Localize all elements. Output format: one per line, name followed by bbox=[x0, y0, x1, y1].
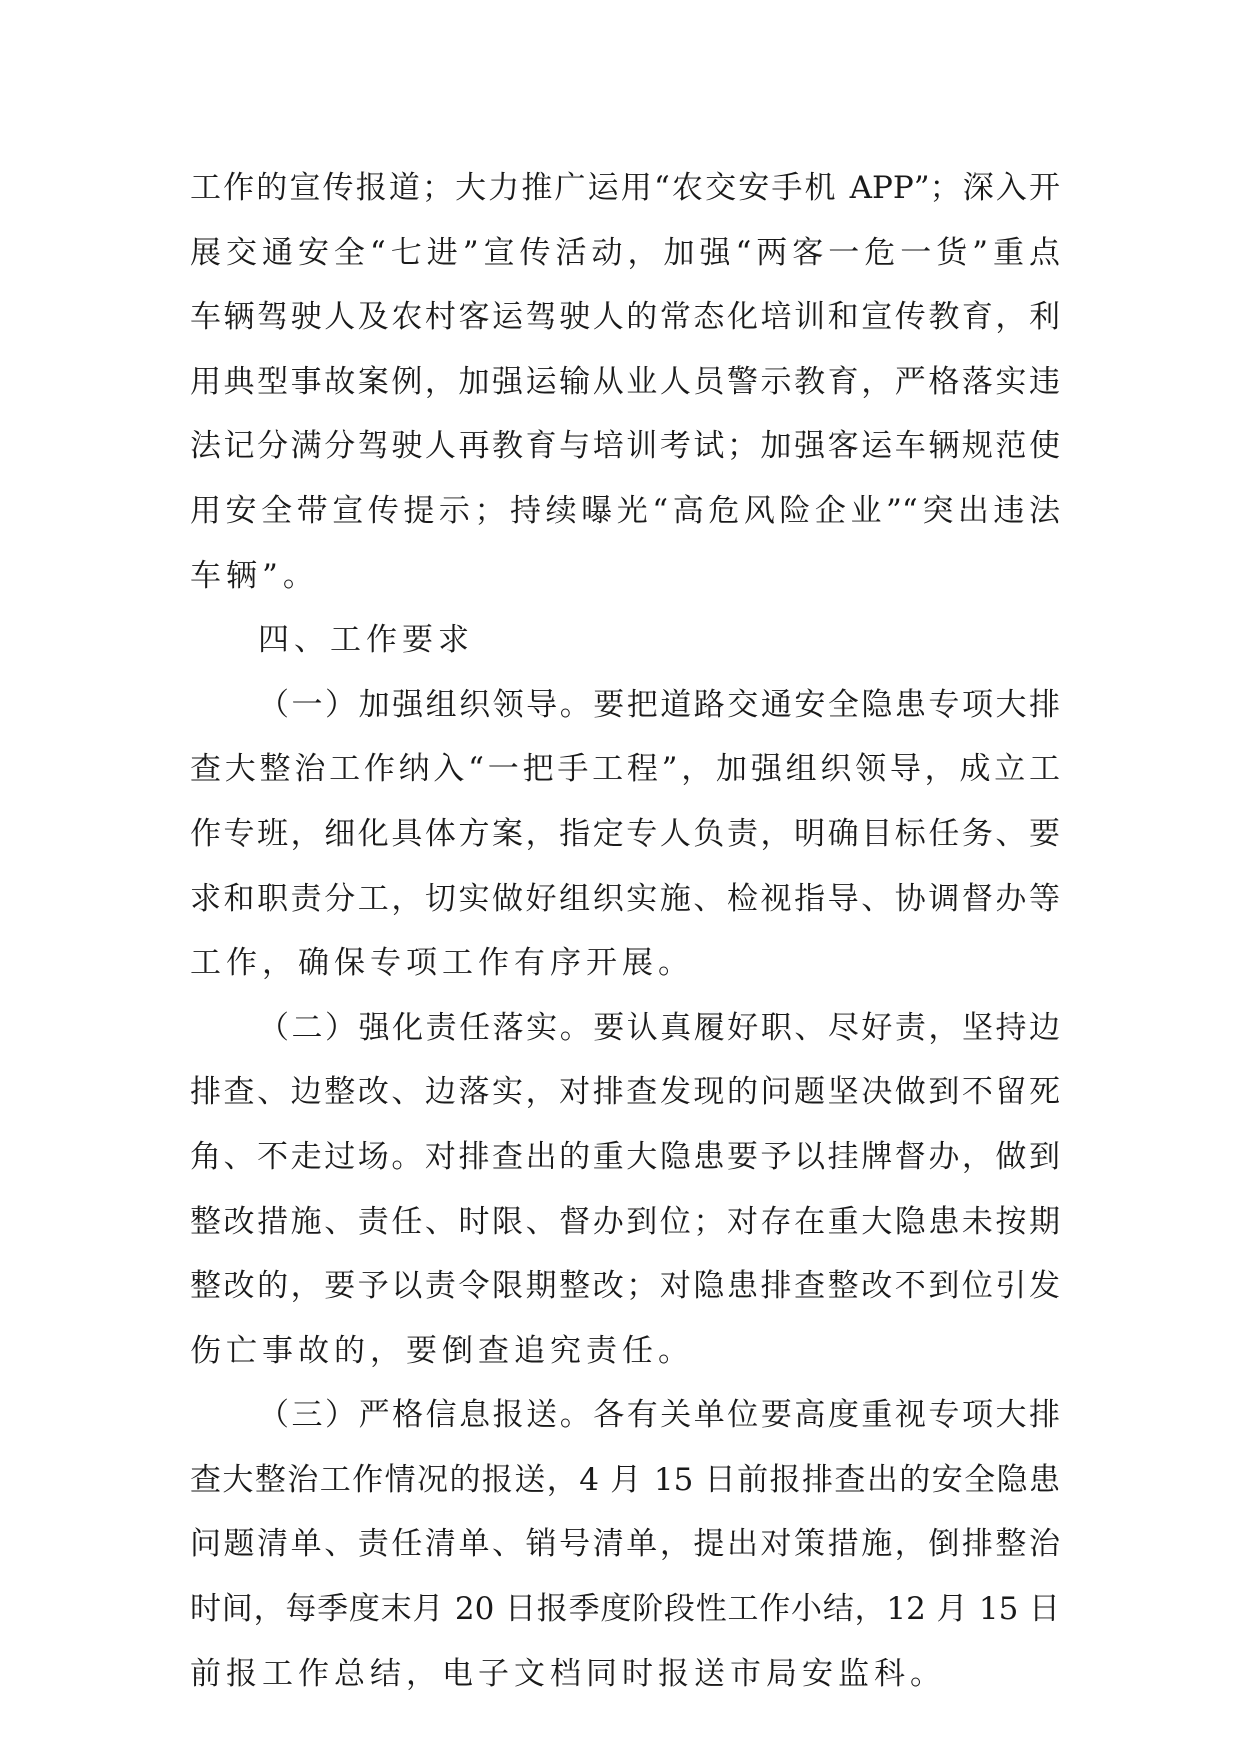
body-line: 车辆驾驶人及农村客运驾驶人的常态化培训和宣传教育，利 bbox=[190, 299, 1060, 336]
body-line: 展交通安全“七进”宣传活动，加强“两客一危一货”重点 bbox=[190, 234, 1060, 271]
body-line: 用安全带宣传提示；持续曝光“高危风险企业”“突出违法 bbox=[190, 492, 1060, 529]
body-line: 伤亡事故的，要倒查追究责任。 bbox=[190, 1332, 694, 1369]
body-line: 工作，确保专项工作有序开展。 bbox=[190, 945, 694, 982]
body-line: 作专班，细化具体方案，指定专人负责，明确目标任务、要 bbox=[190, 815, 1060, 852]
body-line: 前报工作总结，电子文档同时报送市局安监科。 bbox=[190, 1655, 946, 1692]
body-line: 整改措施、责任、时限、督办到位；对存在重大隐患未按期 bbox=[190, 1203, 1060, 1240]
body-line: （一）加强组织领导。要把道路交通安全隐患专项大排 bbox=[258, 686, 1060, 723]
body-line: （二）强化责任落实。要认真履好职、尽好责，坚持边 bbox=[258, 1009, 1060, 1046]
body-line: 查大整治工作情况的报送，4 月 15 日前报排查出的安全隐患 bbox=[190, 1461, 1060, 1498]
body-line: 排查、边整改、边落实，对排查发现的问题坚决做到不留死 bbox=[190, 1074, 1060, 1111]
body-line: 问题清单、责任清单、销号清单，提出对策措施，倒排整治 bbox=[190, 1526, 1060, 1563]
body-line: 用典型事故案例，加强运输从业人员警示教育，严格落实违 bbox=[190, 363, 1060, 400]
body-line: 法记分满分驾驶人再教育与培训考试；加强客运车辆规范使 bbox=[190, 428, 1060, 465]
body-line: 车辆”。 bbox=[190, 557, 319, 594]
body-line: 工作的宣传报道；大力推广运用“农交安手机 APP”；深入开 bbox=[190, 170, 1060, 206]
section-heading: 四、工作要求 bbox=[258, 622, 474, 659]
body-line: 求和职责分工，切实做好组织实施、检视指导、协调督办等 bbox=[190, 880, 1060, 917]
body-line: （三）严格信息报送。各有关单位要高度重视专项大排 bbox=[258, 1397, 1060, 1434]
body-line: 整改的，要予以责令限期整改；对隐患排查整改不到位引发 bbox=[190, 1268, 1060, 1305]
document-body bbox=[190, 156, 1060, 1706]
body-line: 角、不走过场。对排查出的重大隐患要予以挂牌督办，做到 bbox=[190, 1138, 1060, 1175]
body-line: 查大整治工作纳入“一把手工程”，加强组织领导，成立工 bbox=[190, 751, 1060, 788]
body-line: 时间，每季度末月 20 日报季度阶段性工作小结，12 月 15 日 bbox=[190, 1591, 1060, 1628]
